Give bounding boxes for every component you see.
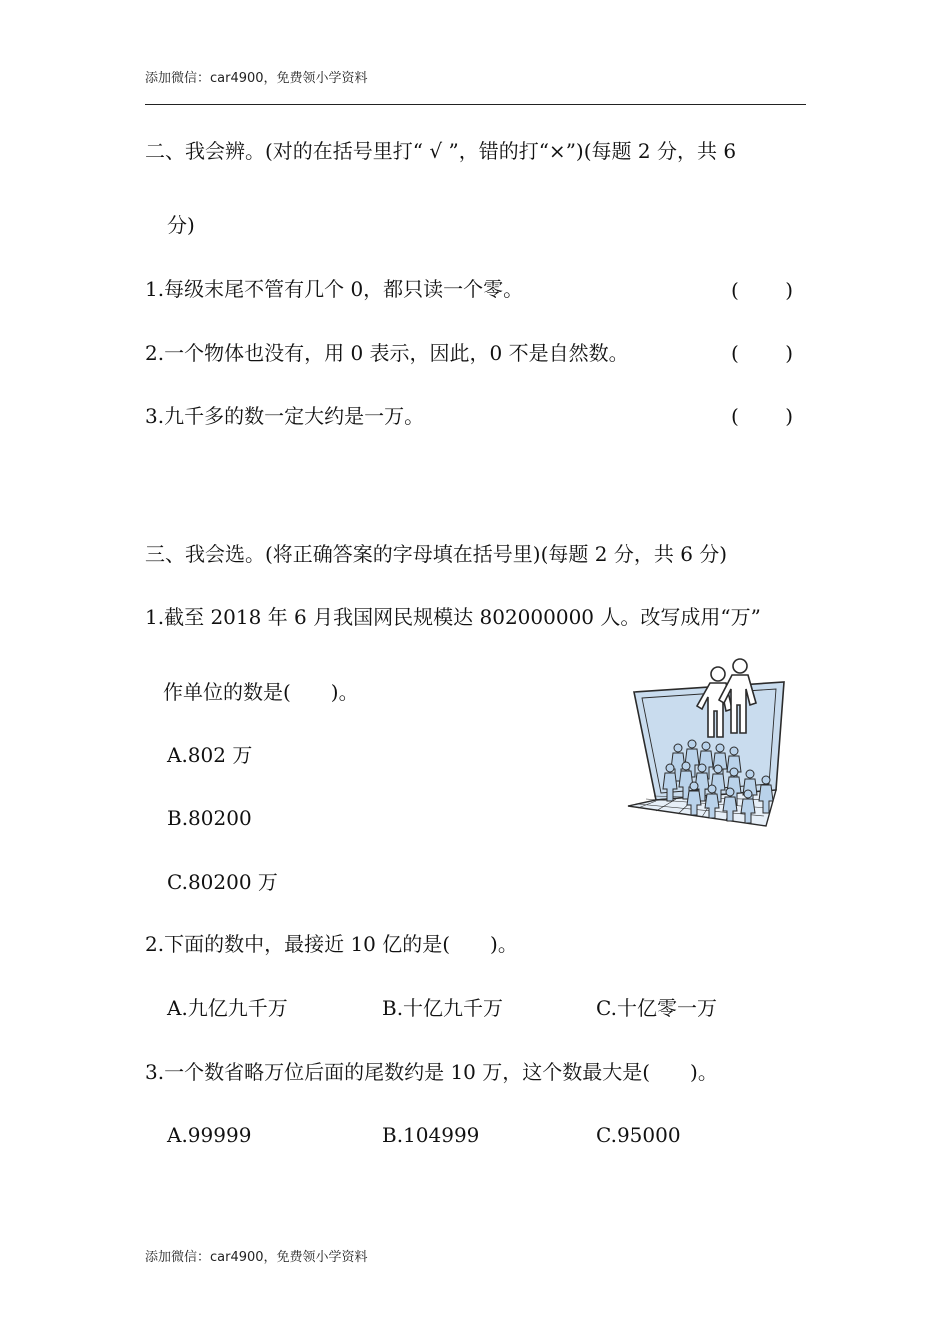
- q3-option-a[interactable]: A.99999: [167, 1123, 252, 1147]
- section2-title-cont: 分): [167, 213, 195, 237]
- choice-q3: 3.一个数省略万位后面的尾数约是 10 万，这个数最大是( )。: [145, 1060, 718, 1084]
- q3-option-b[interactable]: B.104999: [382, 1123, 480, 1147]
- judge-item-1: 1.每级末尾不管有几个 0，都只读一个零。: [145, 277, 524, 301]
- q1-option-a[interactable]: A.802 万: [167, 743, 253, 767]
- answer-bracket-2[interactable]: ( ): [731, 341, 793, 365]
- header-note: 添加微信：car4900，免费领小学资料: [145, 71, 368, 86]
- judge-item-3: 3.九千多的数一定大约是一万。: [145, 404, 425, 428]
- q2-option-c[interactable]: C.十亿零一万: [596, 996, 717, 1020]
- q2-option-a[interactable]: A.九亿九千万: [167, 996, 288, 1020]
- answer-bracket-3[interactable]: ( ): [731, 404, 793, 428]
- q3-option-c[interactable]: C.95000: [596, 1123, 681, 1147]
- header-divider: [145, 104, 806, 105]
- judge-item-2: 2.一个物体也没有，用 0 表示，因此，0 不是自然数。: [145, 341, 629, 365]
- section2-title: 二、我会辨。(对的在括号里打“ √ ”，错的打“×”)(每题 2 分，共 6: [145, 139, 737, 163]
- choice-q2: 2.下面的数中，最接近 10 亿的是( )。: [145, 932, 518, 956]
- choice-q1: 1.截至 2018 年 6 月我国网民规模达 802000000 人。改写成用“万”: [145, 605, 761, 629]
- internet-users-illustration: [626, 656, 790, 834]
- footer-note: 添加微信：car4900，免费领小学资料: [145, 1250, 368, 1265]
- section3-title: 三、我会选。(将正确答案的字母填在括号里)(每题 2 分，共 6 分): [145, 542, 728, 566]
- choice-q1-cont: 作单位的数是( )。: [163, 680, 359, 704]
- answer-bracket-1[interactable]: ( ): [731, 278, 793, 302]
- q1-option-b[interactable]: B.80200: [167, 806, 252, 830]
- q2-option-b[interactable]: B.十亿九千万: [382, 996, 504, 1020]
- q1-option-c[interactable]: C.80200 万: [167, 870, 278, 894]
